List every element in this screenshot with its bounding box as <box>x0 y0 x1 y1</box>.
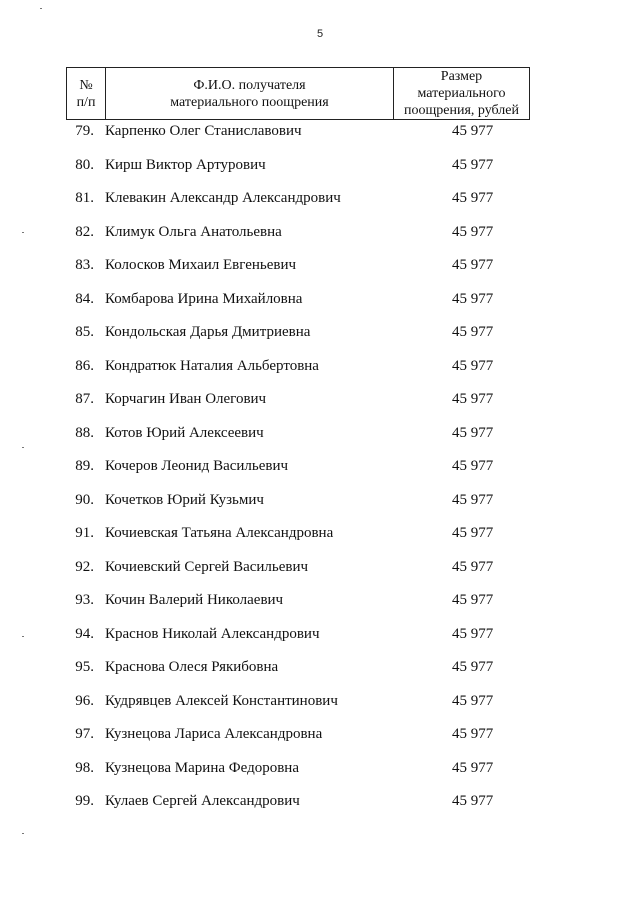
row-number: 80. <box>75 157 94 173</box>
table-row <box>0 188 640 208</box>
table-row <box>0 121 640 141</box>
row-number: 88. <box>75 425 94 441</box>
table-row <box>0 423 640 443</box>
row-number: 96. <box>75 693 94 709</box>
header-amount-column: Размер материального поощрения, рублей <box>403 69 519 118</box>
header-number-column: № п/п <box>67 68 106 119</box>
table-row <box>0 590 640 610</box>
recipient-name: Кондольская Дарья Дмитриевна <box>105 324 311 340</box>
table-row <box>0 289 640 309</box>
recipient-name: Краснова Олеся Рякибовна <box>105 659 279 675</box>
table-row <box>0 691 640 711</box>
row-number: 89. <box>75 458 94 474</box>
recipient-name: Котов Юрий Алексеевич <box>105 425 264 441</box>
recipient-name: Кирш Виктор Артурович <box>105 157 266 173</box>
row-number: 97. <box>75 726 94 742</box>
table-row <box>0 624 640 644</box>
scan-speck <box>22 447 24 448</box>
recipient-name: Карпенко Олег Станиславович <box>105 123 302 139</box>
table-row <box>0 322 640 342</box>
recipient-name: Кондратюк Наталия Альбертовна <box>105 358 319 374</box>
table-row <box>0 356 640 376</box>
recipient-name: Кузнецова Лариса Александровна <box>105 726 323 742</box>
award-amount: 45 977 <box>452 693 494 709</box>
scan-speck <box>40 8 42 9</box>
award-amount: 45 977 <box>452 391 494 407</box>
scan-speck <box>22 636 24 637</box>
award-amount: 45 977 <box>452 793 494 809</box>
recipient-name: Комбарова Ирина Михайловна <box>105 291 303 307</box>
row-number: 82. <box>75 224 94 240</box>
award-amount: 45 977 <box>452 224 494 240</box>
award-amount: 45 977 <box>452 190 494 206</box>
recipient-name: Кузнецова Марина Федоровна <box>105 760 299 776</box>
row-number: 92. <box>75 559 94 575</box>
row-number: 99. <box>75 793 94 809</box>
table-row <box>0 222 640 242</box>
row-number: 84. <box>75 291 94 307</box>
scan-speck <box>22 833 24 834</box>
recipient-name: Кочетков Юрий Кузьмич <box>105 492 264 508</box>
row-number: 81. <box>75 190 94 206</box>
recipient-name: Кочиевский Сергей Васильевич <box>105 559 309 575</box>
table-header <box>66 67 530 120</box>
recipient-name: Кочеров Леонид Васильевич <box>105 458 289 474</box>
row-number: 79. <box>75 123 94 139</box>
table-row <box>0 490 640 510</box>
award-amount: 45 977 <box>452 659 494 675</box>
recipient-name: Кулаев Сергей Александрович <box>105 793 300 809</box>
table-row <box>0 791 640 811</box>
award-amount: 45 977 <box>452 592 494 608</box>
row-number: 85. <box>75 324 94 340</box>
table-row <box>0 389 640 409</box>
recipient-name: Клевакин Александр Александрович <box>105 190 341 206</box>
row-number: 86. <box>75 358 94 374</box>
recipient-name: Кочин Валерий Николаевич <box>105 592 284 608</box>
award-amount: 45 977 <box>452 123 494 139</box>
award-amount: 45 977 <box>452 425 494 441</box>
award-amount: 45 977 <box>452 458 494 474</box>
row-number: 91. <box>75 525 94 541</box>
award-amount: 45 977 <box>452 559 494 575</box>
award-amount: 45 977 <box>452 257 494 273</box>
row-number: 83. <box>75 257 94 273</box>
recipient-name: Колосков Михаил Евгеньевич <box>105 257 297 273</box>
table-row <box>0 657 640 677</box>
row-number: 95. <box>75 659 94 675</box>
award-amount: 45 977 <box>452 760 494 776</box>
row-number: 87. <box>75 391 94 407</box>
recipient-name: Климук Ольга Анатольевна <box>105 224 282 240</box>
row-number: 94. <box>75 626 94 642</box>
header-name-column: Ф.И.О. получателя материального поощрения <box>106 68 394 119</box>
recipient-name: Краснов Николай Александрович <box>105 626 320 642</box>
table-row <box>0 523 640 543</box>
scan-speck <box>22 232 24 233</box>
award-amount: 45 977 <box>452 324 494 340</box>
recipient-name: Корчагин Иван Олегович <box>105 391 267 407</box>
award-amount: 45 977 <box>452 525 494 541</box>
page-number: 5 <box>316 28 324 40</box>
recipient-name: Кудрявцев Алексей Константинович <box>105 693 338 709</box>
award-amount: 45 977 <box>452 157 494 173</box>
table-row <box>0 456 640 476</box>
table-row <box>0 724 640 744</box>
award-amount: 45 977 <box>452 291 494 307</box>
recipient-name: Кочиевская Татьяна Александровна <box>105 525 334 541</box>
row-number: 93. <box>75 592 94 608</box>
award-amount: 45 977 <box>452 492 494 508</box>
award-amount: 45 977 <box>452 358 494 374</box>
table-row <box>0 155 640 175</box>
table-row <box>0 758 640 778</box>
award-amount: 45 977 <box>452 626 494 642</box>
award-amount: 45 977 <box>452 726 494 742</box>
row-number: 98. <box>75 760 94 776</box>
table-row <box>0 557 640 577</box>
row-number: 90. <box>75 492 94 508</box>
table-row <box>0 255 640 275</box>
